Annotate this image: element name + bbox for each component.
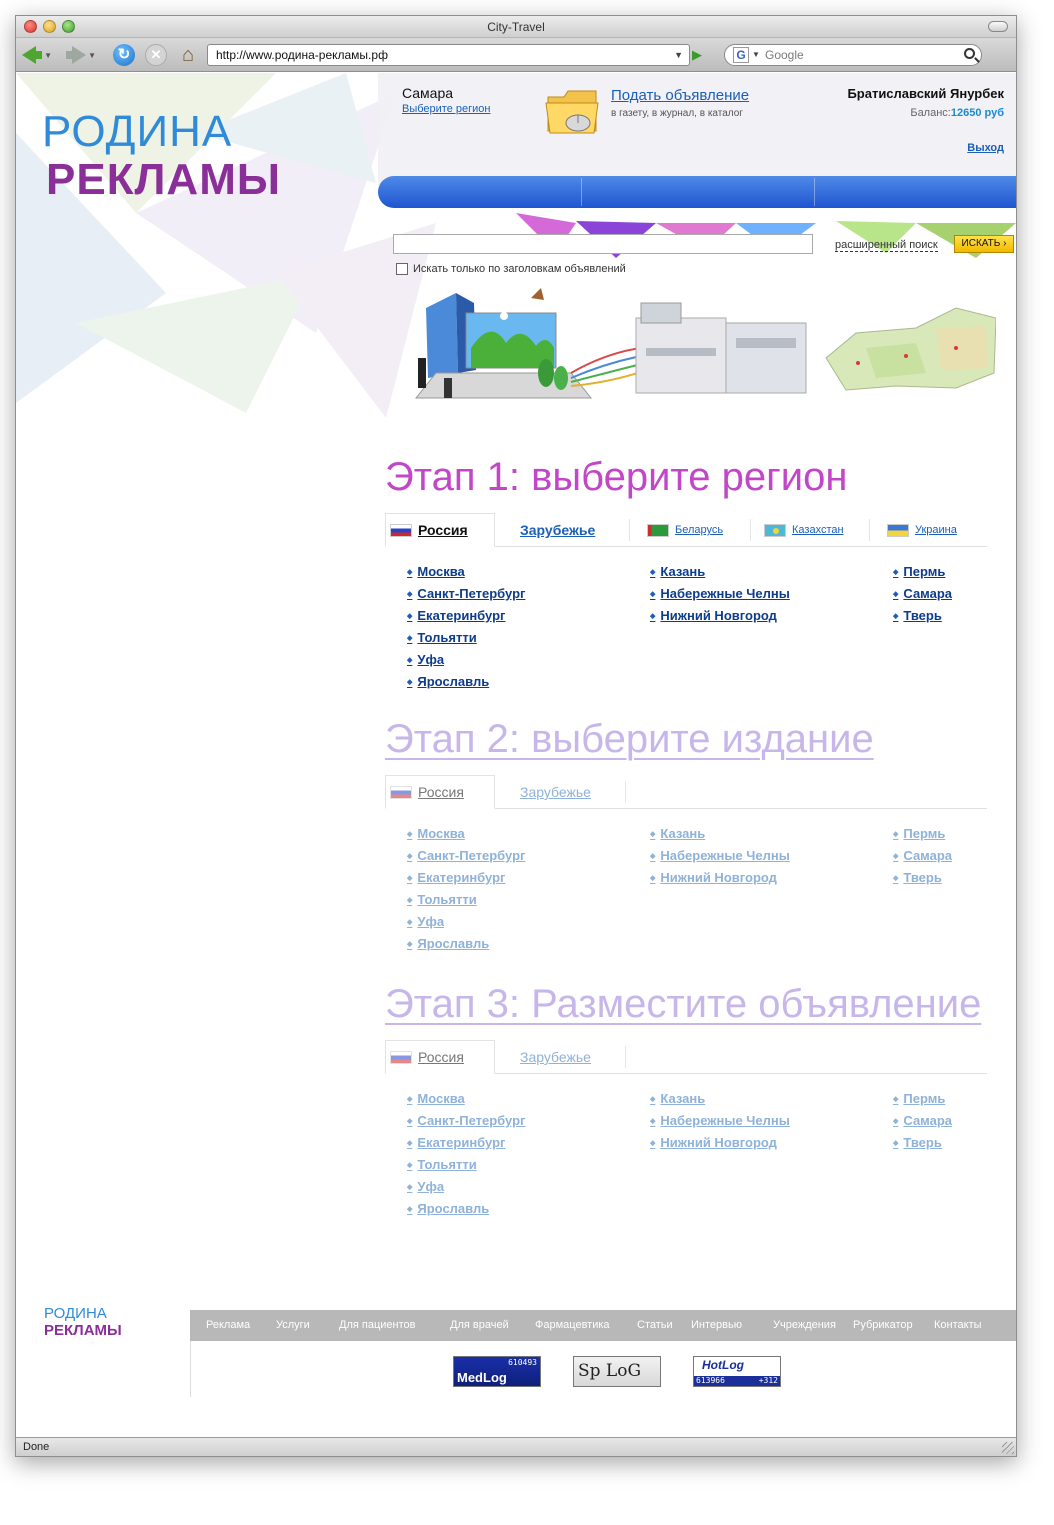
- status-bar: [16, 1437, 1016, 1456]
- tab-russia[interactable]: [385, 513, 495, 547]
- russia-flag-icon: [390, 786, 412, 799]
- tab-kazakhstan[interactable]: [764, 513, 844, 547]
- address-bar[interactable]: [207, 44, 690, 66]
- address-history-icon[interactable]: ▼: [674, 50, 683, 60]
- stop-icon: ✕: [145, 44, 167, 66]
- search-button-label: ИСКАТЬ: [961, 238, 1001, 249]
- titles-only-option[interactable]: [396, 263, 626, 275]
- city-link[interactable]: ◆ Санкт-Петербург: [407, 1110, 525, 1132]
- city-link[interactable]: ◆ Пермь: [893, 561, 952, 583]
- title-bar: [16, 16, 1016, 38]
- city-link[interactable]: ◆ Санкт-Петербург: [407, 583, 525, 605]
- tab-divider: [629, 519, 630, 541]
- search-engine-icon[interactable]: G: [733, 47, 749, 63]
- kazakhstan-flag-icon: [764, 524, 786, 537]
- city-link[interactable]: ◆ Москва: [407, 1088, 525, 1110]
- hotlog-delta: +312: [758, 1376, 778, 1385]
- city-column: [893, 1088, 952, 1154]
- city-link[interactable]: ◆ Пермь: [893, 1088, 952, 1110]
- footer-nav-item[interactable]: Реклама: [206, 1319, 251, 1331]
- city-link[interactable]: ◆ Набережные Челны: [650, 1110, 790, 1132]
- step-2-city-list: [385, 823, 987, 963]
- tab-russia[interactable]: [385, 1040, 495, 1074]
- footer-nav-item[interactable]: Для пациентов: [339, 1319, 416, 1331]
- go-button[interactable]: ▶: [692, 47, 702, 62]
- russia-flag-icon: [390, 1051, 412, 1064]
- city-column: [893, 823, 952, 889]
- city-link[interactable]: ◆ Пермь: [893, 823, 952, 845]
- medlog-label: MedLog: [457, 1370, 507, 1385]
- city-column: [407, 561, 525, 693]
- web-search-input[interactable]: [724, 44, 982, 66]
- belarus-flag-icon: [647, 524, 669, 537]
- city-link[interactable]: ◆ Екатеринбург: [407, 867, 525, 889]
- splog-label: Sp LoG: [578, 1361, 642, 1381]
- choose-region-link[interactable]: Выберите регион: [402, 103, 491, 115]
- footer-nav-item[interactable]: Рубрикатор: [853, 1319, 913, 1331]
- tab-belarus[interactable]: [647, 513, 723, 547]
- tab-divider: [750, 519, 751, 541]
- footer-nav-item[interactable]: Услуги: [276, 1319, 310, 1331]
- user-balance: [910, 107, 1004, 119]
- city-link[interactable]: ◆ Набережные Челны: [650, 845, 790, 867]
- reload-button[interactable]: [112, 43, 136, 67]
- advanced-search-link[interactable]: расширенный поиск: [835, 239, 938, 251]
- footer-nav: [190, 1310, 1016, 1341]
- reload-icon: ↻: [113, 44, 135, 66]
- nav-divider: [581, 178, 582, 206]
- city-link[interactable]: ◆ Нижний Новгород: [650, 867, 790, 889]
- folder-mouse-icon: [544, 83, 600, 139]
- city-link[interactable]: ◆ Нижний Новгород: [650, 1132, 790, 1154]
- balance-label: Баланс:: [910, 107, 951, 119]
- city-link[interactable]: ◆ Екатеринбург: [407, 605, 525, 627]
- city-column: [407, 823, 525, 955]
- footer-logo[interactable]: [44, 1305, 122, 1339]
- back-arrow-icon: [22, 46, 36, 64]
- city-link[interactable]: ◆ Москва: [407, 561, 525, 583]
- hotlog-bar: [694, 1376, 780, 1386]
- web-search-placeholder: Google: [765, 48, 804, 62]
- browser-toolbar: [16, 38, 1016, 72]
- step-3-tabs: [385, 1040, 987, 1074]
- logo-line-1: РОДИНА: [42, 107, 233, 156]
- city-link[interactable]: ◆ Самара: [893, 845, 952, 867]
- city-column: [650, 823, 790, 889]
- status-text: Done: [23, 1441, 50, 1453]
- tab-belarus-label: Беларусь: [675, 524, 724, 536]
- submit-ad-link[interactable]: Подать объявление: [611, 87, 750, 104]
- main-nav-bar: [378, 176, 1016, 208]
- tab-abroad[interactable]: Зарубежье: [520, 784, 591, 800]
- city-link[interactable]: ◆ Тверь: [893, 1132, 952, 1154]
- city-link[interactable]: ◆ Ярославль: [407, 1198, 525, 1220]
- city-link[interactable]: ◆ Самара: [893, 1110, 952, 1132]
- minimize-window-button[interactable]: [43, 20, 56, 33]
- stop-button[interactable]: [144, 43, 168, 67]
- footer-nav-item[interactable]: Для врачей: [450, 1319, 509, 1331]
- tab-russia-label: Россия: [418, 1049, 464, 1065]
- hotlog-label: HotLog: [702, 1358, 744, 1372]
- step-1-section: [385, 453, 987, 701]
- logout-link[interactable]: Выход: [967, 142, 1004, 154]
- tab-divider: [869, 519, 870, 541]
- tab-divider: [625, 1046, 626, 1068]
- chevron-down-icon[interactable]: ▼: [752, 50, 760, 59]
- tab-russia-label: Россия: [418, 784, 464, 800]
- city-link[interactable]: ◆ Тверь: [893, 867, 952, 889]
- window-title: City-Travel: [487, 20, 545, 34]
- footer-logo-line-2: РЕКЛАМЫ: [44, 1322, 122, 1339]
- footer-nav-item[interactable]: Интервью: [691, 1319, 742, 1331]
- hero-illustration: [396, 278, 996, 418]
- tab-divider: [625, 781, 626, 803]
- city-link[interactable]: ◆ Набережные Челны: [650, 583, 790, 605]
- site-search-input[interactable]: [393, 234, 813, 254]
- city-link[interactable]: ◆ Тверь: [893, 605, 952, 627]
- city-link[interactable]: ◆ Тольятти: [407, 889, 525, 911]
- medlog-counter[interactable]: [453, 1356, 541, 1387]
- footer-divider: [190, 1341, 191, 1397]
- city-link[interactable]: ◆ Уфа: [407, 1176, 525, 1198]
- footer-nav-item[interactable]: Учреждения: [773, 1319, 836, 1331]
- step-1-city-list: [385, 561, 987, 701]
- tab-russia-label: Россия: [418, 522, 468, 538]
- page-viewport: [16, 73, 1016, 1438]
- forward-button[interactable]: [66, 43, 96, 67]
- tab-abroad[interactable]: Зарубежье: [520, 522, 596, 538]
- city-link[interactable]: ◆ Казань: [650, 561, 790, 583]
- current-region: Самара: [402, 85, 454, 101]
- step-2-title: Этап 2: выберите издание: [385, 717, 874, 761]
- hotlog-counter[interactable]: [693, 1356, 781, 1387]
- tab-ukraine-label: Украина: [915, 524, 957, 536]
- search-icon[interactable]: [964, 48, 975, 59]
- resize-grip-icon[interactable]: [1002, 1442, 1014, 1454]
- address-text: http://www.родина-рекламы.рф: [216, 48, 388, 62]
- city-link[interactable]: ◆ Санкт-Петербург: [407, 845, 525, 867]
- header-panel: [378, 73, 1016, 185]
- russia-flag-icon: [390, 524, 412, 537]
- tab-abroad[interactable]: Зарубежье: [520, 1049, 591, 1065]
- hotlog-count: 613966: [696, 1376, 725, 1385]
- footer-nav-item[interactable]: Статьи: [637, 1319, 673, 1331]
- footer-nav-item[interactable]: Фармацевтика: [535, 1319, 610, 1331]
- window-controls: [24, 20, 75, 33]
- city-link[interactable]: ◆ Тольятти: [407, 627, 525, 649]
- footer-nav-item[interactable]: Контакты: [934, 1319, 982, 1331]
- titles-only-label: Искать только по заголовкам объявлений: [413, 263, 626, 275]
- zoom-window-button[interactable]: [62, 20, 75, 33]
- balance-value: 12650 руб: [950, 107, 1004, 119]
- tab-kazakhstan-label: Казахстан: [792, 524, 844, 536]
- city-link[interactable]: ◆ Уфа: [407, 911, 525, 933]
- logo-line-2: РЕКЛАМЫ: [46, 155, 281, 204]
- step-1-tabs: [385, 513, 987, 547]
- user-name: Братиславский Янурбек: [847, 86, 1004, 101]
- nav-divider: [814, 178, 815, 206]
- step-2-section: [385, 715, 987, 963]
- medlog-count: 610493: [508, 1358, 537, 1367]
- home-button[interactable]: [176, 43, 200, 67]
- city-link[interactable]: ◆ Ярославль: [407, 671, 525, 693]
- site-logo[interactable]: [42, 108, 281, 204]
- search-button[interactable]: ИСКАТЬ ›: [954, 235, 1014, 253]
- back-button[interactable]: [22, 43, 52, 67]
- city-column: [893, 561, 952, 627]
- city-column: [650, 1088, 790, 1154]
- city-link[interactable]: ◆ Казань: [650, 823, 790, 845]
- ukraine-flag-icon: [887, 524, 909, 537]
- city-link[interactable]: ◆ Казань: [650, 1088, 790, 1110]
- forward-arrow-icon: [72, 46, 86, 64]
- footer-logo-line-1: РОДИНА: [44, 1305, 107, 1322]
- step-3-title: Этап 3: Разместите объявление: [385, 982, 982, 1026]
- step-3-section: [385, 980, 987, 1228]
- toolbar-toggle-button[interactable]: [988, 21, 1008, 32]
- city-link[interactable]: ◆ Нижний Новгород: [650, 605, 790, 627]
- tab-ukraine[interactable]: [887, 513, 957, 547]
- city-column: [407, 1088, 525, 1220]
- step-2-tabs: [385, 775, 987, 809]
- city-link[interactable]: ◆ Самара: [893, 583, 952, 605]
- chevron-down-icon: ▼: [44, 50, 52, 60]
- city-link[interactable]: ◆ Москва: [407, 823, 525, 845]
- submit-ad-subtitle: в газету, в журнал, в каталог: [611, 108, 743, 119]
- splog-counter[interactable]: [573, 1356, 661, 1387]
- step-3-city-list: [385, 1088, 987, 1228]
- step-1-title: Этап 1: выберите регион: [385, 455, 848, 499]
- titles-only-checkbox[interactable]: [396, 263, 408, 275]
- city-link[interactable]: ◆ Уфа: [407, 649, 525, 671]
- tab-russia[interactable]: [385, 775, 495, 809]
- home-icon: ⌂: [181, 44, 195, 66]
- browser-window: [15, 15, 1017, 1457]
- chevron-down-icon: ▼: [88, 50, 96, 60]
- city-link[interactable]: ◆ Тольятти: [407, 1154, 525, 1176]
- city-link[interactable]: ◆ Ярославль: [407, 933, 525, 955]
- close-window-button[interactable]: [24, 20, 37, 33]
- city-link[interactable]: ◆ Екатеринбург: [407, 1132, 525, 1154]
- city-column: [650, 561, 790, 627]
